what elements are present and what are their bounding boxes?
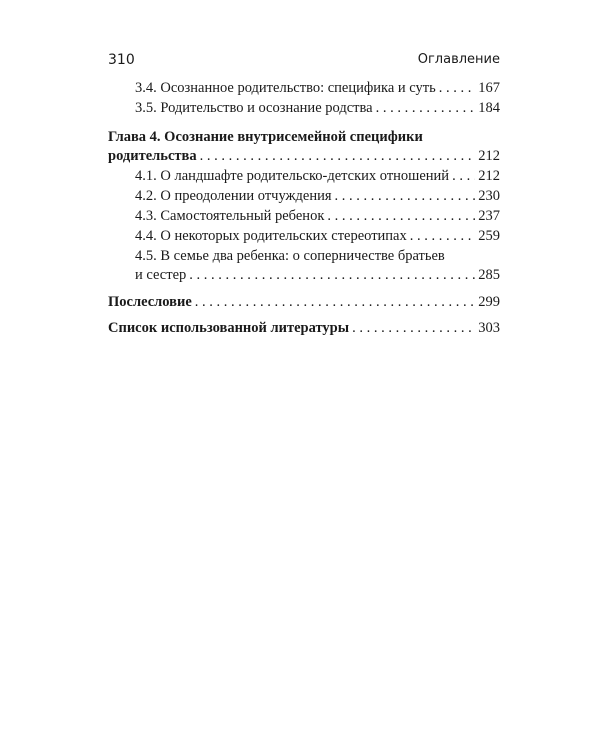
- toc-chapter-4-title-line1: Глава 4. Осознание внутрисемейной специфики: [108, 129, 423, 145]
- toc-entry-page: 167: [478, 80, 500, 96]
- toc-entry-title: 3.4. Осознанное родительство: специфика и суть: [135, 80, 436, 96]
- toc-entry-page: 212: [478, 168, 500, 184]
- toc-entry-title: родительства: [108, 148, 197, 164]
- toc-entry-page: 259: [478, 228, 500, 244]
- dot-leader: [189, 265, 475, 285]
- toc-entry-page: 299: [478, 294, 500, 310]
- toc-entry-4-3: [135, 206, 500, 226]
- dot-leader: [376, 98, 476, 118]
- dot-leader: [410, 226, 476, 246]
- toc-entry-4-4: [135, 226, 500, 246]
- toc-entry-title: 4.2. О преодолении отчуждения: [135, 188, 332, 204]
- toc-afterword: [108, 292, 500, 312]
- running-head: Оглавление: [417, 52, 500, 67]
- dot-leader: [452, 166, 475, 186]
- toc-entry-3-5: [135, 98, 500, 118]
- toc-entry-title: 4.4. О некоторых родительских стереотипах: [135, 228, 407, 244]
- toc-entry-4-5: [135, 265, 500, 285]
- toc-entry-4-1: [135, 166, 500, 186]
- toc-entry-3-4: [135, 78, 500, 98]
- toc-entry-title: 4.1. О ландшафте родительско-детских отношений: [135, 168, 450, 184]
- toc-entry-page: 184: [478, 100, 500, 116]
- toc-entry-page: 303: [478, 320, 500, 336]
- toc-entry-title: Послесловие: [108, 294, 192, 310]
- dot-leader: [200, 146, 476, 166]
- toc-entry-title: 3.5. Родительство и осознание родства: [135, 100, 373, 116]
- dot-leader: [352, 318, 475, 338]
- toc-entry-title: 4.3. Самостоятельный ребенок: [135, 208, 325, 224]
- page-number: 310: [108, 52, 135, 68]
- toc-chapter-4: [108, 146, 500, 166]
- toc-entry-title: и сестер: [135, 267, 187, 283]
- toc-entry-page: 230: [478, 188, 500, 204]
- dot-leader: [195, 292, 475, 312]
- toc-entry-page: 285: [478, 267, 500, 283]
- toc-entry-4-5-title-line1: 4.5. В семье два ребенка: о соперничестве братьев: [135, 248, 445, 264]
- toc-references: [108, 318, 500, 338]
- dot-leader: [327, 206, 475, 226]
- toc-entry-page: 237: [478, 208, 500, 224]
- toc-entry-title: Список использованной литературы: [108, 320, 350, 336]
- toc-entry-4-2: [135, 186, 500, 206]
- dot-leader: [335, 186, 476, 206]
- dot-leader: [439, 78, 476, 98]
- toc-entry-page: 212: [478, 148, 500, 164]
